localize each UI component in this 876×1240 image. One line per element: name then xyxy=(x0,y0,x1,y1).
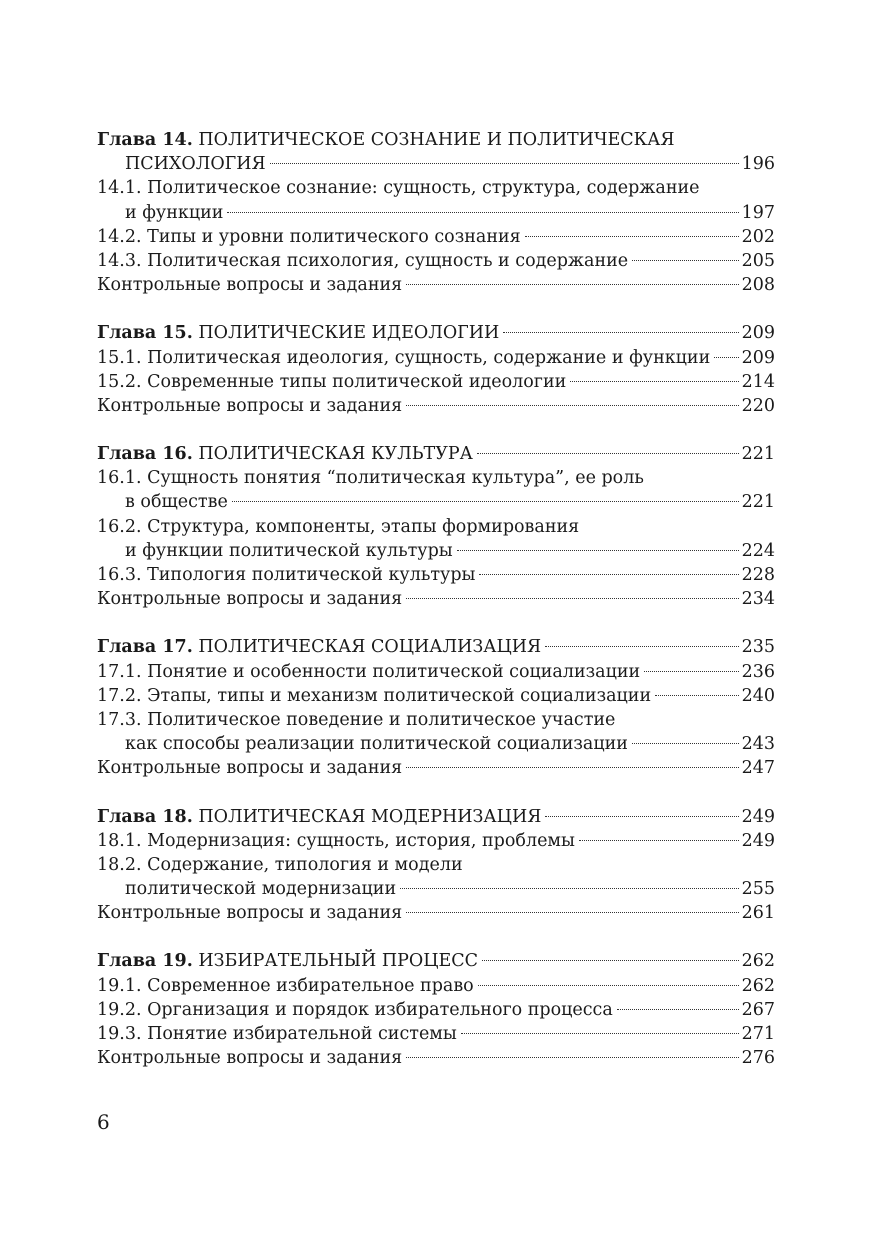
toc-page-number: 236 xyxy=(741,661,775,682)
toc-entry[interactable] xyxy=(97,201,775,225)
chapter-number: Глава 14. xyxy=(97,130,193,150)
toc-entry-text: ПОЛИТИЧЕСКАЯ КУЛЬТУРА xyxy=(192,444,473,465)
toc-entry-title xyxy=(97,635,541,659)
toc-entry-title xyxy=(97,370,566,394)
toc-page-number: 271 xyxy=(741,1024,775,1044)
toc-entry[interactable] xyxy=(97,442,775,466)
toc-entry-text: 16.2. Структура, компоненты, этапы формирования xyxy=(97,516,580,537)
toc-page-number: 240 xyxy=(741,685,775,706)
toc-entry-title xyxy=(97,829,575,853)
toc-entry-text: ПОЛИТИЧЕСКИЕ ИДЕОЛОГИИ xyxy=(192,323,500,344)
toc-entry[interactable] xyxy=(97,635,775,659)
toc-entry-title xyxy=(97,466,644,490)
toc-entry-title xyxy=(125,732,628,756)
toc-page-number: 267 xyxy=(741,999,775,1020)
toc-entry-title xyxy=(97,1046,402,1070)
table-of-contents xyxy=(97,128,775,1094)
toc-entry[interactable] xyxy=(97,225,775,249)
toc-entry-text: и функции xyxy=(125,202,224,223)
toc-entry-title xyxy=(97,321,499,345)
toc-entry-title xyxy=(125,877,396,901)
toc-entry[interactable] xyxy=(97,974,775,998)
chapter-number: Глава 18. xyxy=(97,806,193,827)
toc-entry[interactable] xyxy=(97,805,775,829)
toc-entry[interactable] xyxy=(97,128,775,152)
dot-leader xyxy=(632,260,738,261)
toc-entry[interactable] xyxy=(97,756,775,780)
chapter-number: Глава 17. xyxy=(97,637,193,658)
toc-page-number: 224 xyxy=(741,540,775,561)
toc-entry-text: 19.2. Организация и порядок избирательного процесса xyxy=(97,999,613,1020)
chapter-block xyxy=(97,635,775,780)
toc-entry-title xyxy=(97,949,478,973)
toc-entry-text: 18.1. Модернизация: сущность, история, проблемы xyxy=(97,830,575,851)
toc-entry[interactable] xyxy=(97,394,775,418)
toc-entry-title xyxy=(97,394,402,418)
toc-entry-text: 14.2. Типы и уровни политического сознания xyxy=(97,226,521,247)
toc-entry-text: Контрольные вопросы и задания xyxy=(97,758,403,779)
toc-entry-title xyxy=(97,515,579,539)
toc-entry-title xyxy=(97,660,640,684)
toc-page-number: 247 xyxy=(741,758,775,779)
dot-leader xyxy=(457,550,739,551)
toc-entry[interactable] xyxy=(97,152,775,176)
toc-entry-text: политической модернизации xyxy=(125,879,397,900)
dot-leader xyxy=(479,574,738,575)
dot-leader xyxy=(617,1009,739,1010)
dot-leader xyxy=(545,646,738,647)
dot-leader xyxy=(477,453,739,454)
chapter-block xyxy=(97,805,775,926)
dot-leader xyxy=(232,501,739,502)
toc-entry-title xyxy=(97,974,474,998)
toc-entry-text: 19.3. Понятие избирательной системы xyxy=(97,1024,457,1044)
toc-entry-text: 16.1. Сущность понятия “политическая культура”, ее роль xyxy=(97,468,644,489)
toc-entry-text: 17.1. Понятие и особенности политической социализации xyxy=(97,661,641,682)
dot-leader xyxy=(478,985,739,986)
toc-entry-text: 15.1. Политическая идеология, сущность, содержание и функции xyxy=(97,347,711,368)
toc-entry-title xyxy=(97,176,700,200)
toc-entry-title xyxy=(97,805,541,829)
toc-entry-title xyxy=(125,490,228,514)
toc-entry-title xyxy=(97,563,475,587)
toc-entry[interactable] xyxy=(97,563,775,587)
toc-entry-title xyxy=(97,346,710,370)
dot-leader xyxy=(644,671,738,672)
toc-entry-text: ИЗБИРАТЕЛЬНЫЙ ПРОЦЕСС xyxy=(192,951,479,972)
toc-page-number: 220 xyxy=(741,395,775,416)
dot-leader xyxy=(714,357,738,358)
toc-entry[interactable] xyxy=(97,176,775,200)
toc-entry-title xyxy=(97,901,402,925)
chapter-block xyxy=(97,321,775,418)
page-number: 6 xyxy=(97,1110,110,1134)
toc-entry[interactable] xyxy=(97,877,775,901)
toc-entry-text: и функции политической культуры xyxy=(125,540,453,561)
toc-entry-text: 14.1. Политическое сознание: сущность, структура, содержание xyxy=(97,178,700,199)
dot-leader xyxy=(400,888,738,889)
toc-entry-title xyxy=(97,756,402,780)
toc-entry[interactable] xyxy=(97,370,775,394)
toc-entry-title xyxy=(97,998,613,1022)
toc-entry-title xyxy=(97,684,651,708)
toc-entry-text: 19.1. Современное избирательное право xyxy=(97,975,474,996)
toc-page-number: 262 xyxy=(741,951,775,972)
toc-entry-title xyxy=(97,1022,457,1046)
toc-page-number: 243 xyxy=(741,734,775,755)
dot-leader xyxy=(406,284,738,285)
toc-page-number: 234 xyxy=(741,589,775,610)
toc-page-number: 208 xyxy=(741,275,775,296)
toc-entry-text: ПОЛИТИЧЕСКАЯ СОЦИАЛИЗАЦИЯ xyxy=(192,637,542,658)
toc-page-number: 197 xyxy=(741,202,775,223)
toc-entry[interactable] xyxy=(97,346,775,370)
toc-entry[interactable] xyxy=(97,684,775,708)
dot-leader xyxy=(270,163,739,164)
chapter-block xyxy=(97,128,775,297)
dot-leader xyxy=(406,405,738,406)
dot-leader xyxy=(655,695,738,696)
dot-leader xyxy=(579,840,739,841)
chapter-block xyxy=(97,949,775,1070)
dot-leader xyxy=(406,767,738,768)
toc-entry[interactable] xyxy=(97,587,775,611)
dot-leader xyxy=(632,743,739,744)
toc-entry-title xyxy=(125,539,453,563)
toc-entry-text: 14.3. Политическая психология, сущность и содержание xyxy=(97,250,629,271)
toc-entry-text: ПСИХОЛОГИЯ xyxy=(125,154,266,175)
toc-entry[interactable] xyxy=(97,732,775,756)
toc-page-number: 228 xyxy=(741,565,775,585)
toc-entry[interactable] xyxy=(97,539,775,563)
dot-leader xyxy=(406,598,738,599)
toc-entry-title xyxy=(125,152,266,176)
toc-page-number: 235 xyxy=(741,637,775,658)
dot-leader xyxy=(406,912,738,913)
toc-page-number: 209 xyxy=(741,323,775,344)
toc-page-number: 209 xyxy=(741,347,775,368)
toc-entry[interactable] xyxy=(97,998,775,1022)
dot-leader xyxy=(482,960,739,961)
toc-page-number: 249 xyxy=(741,830,775,851)
toc-page-number: 205 xyxy=(741,250,775,271)
toc-entry[interactable] xyxy=(97,1046,775,1070)
toc-entry-text: ПОЛИТИЧЕСКОЕ СОЗНАНИЕ И ПОЛИТИЧЕСКАЯ xyxy=(192,130,675,150)
toc-entry-text: 17.3. Политическое поведение и политическое участие xyxy=(97,709,616,730)
toc-entry[interactable] xyxy=(97,829,775,853)
toc-entry[interactable] xyxy=(97,708,775,732)
toc-entry[interactable] xyxy=(97,273,775,297)
toc-entry-text: Контрольные вопросы и задания xyxy=(97,275,403,296)
toc-entry[interactable] xyxy=(97,660,775,684)
dot-leader xyxy=(503,332,738,333)
chapter-number: Глава 19. xyxy=(97,951,193,972)
toc-entry-text: 17.2. Этапы, типы и механизм политической социализации xyxy=(97,685,652,706)
toc-entry-title xyxy=(97,225,521,249)
dot-leader xyxy=(545,816,738,817)
chapter-number: Глава 15. xyxy=(97,323,193,344)
toc-entry-title xyxy=(125,201,223,225)
toc-entry[interactable] xyxy=(97,490,775,514)
toc-entry-text: Контрольные вопросы и задания xyxy=(97,903,403,924)
chapter-number: Глава 16. xyxy=(97,444,193,465)
toc-page-number: 196 xyxy=(741,154,775,175)
toc-entry[interactable] xyxy=(97,1022,775,1046)
dot-leader xyxy=(570,381,738,382)
toc-entry[interactable] xyxy=(97,949,775,973)
toc-page-number: 221 xyxy=(741,444,775,465)
toc-entry-text: 16.3. Типология политической культуры xyxy=(97,565,476,585)
toc-entry[interactable] xyxy=(97,901,775,925)
toc-entry-text: 18.2. Содержание, типология и модели xyxy=(97,854,463,875)
toc-entry-text: как способы реализации политической социализации xyxy=(125,734,628,755)
toc-entry-text: Контрольные вопросы и задания xyxy=(97,589,403,610)
toc-entry-title xyxy=(97,128,675,152)
toc-entry[interactable] xyxy=(97,321,775,345)
toc-page-number: 221 xyxy=(741,492,775,513)
dot-leader xyxy=(525,236,739,237)
toc-entry[interactable] xyxy=(97,249,775,273)
toc-page-number: 255 xyxy=(741,879,775,900)
toc-entry[interactable] xyxy=(97,466,775,490)
toc-page-number: 262 xyxy=(741,975,775,996)
toc-entry-title xyxy=(97,249,628,273)
toc-entry[interactable] xyxy=(97,853,775,877)
dot-leader xyxy=(227,212,738,213)
toc-entry-text: Контрольные вопросы и задания xyxy=(97,395,403,416)
toc-entry-text: Контрольные вопросы и задания xyxy=(97,1048,403,1069)
toc-entry-title xyxy=(97,587,402,611)
toc-entry[interactable] xyxy=(97,515,775,539)
toc-page-number: 276 xyxy=(741,1048,775,1069)
toc-entry-title xyxy=(97,442,473,466)
toc-entry-title xyxy=(97,853,463,877)
dot-leader xyxy=(461,1033,739,1034)
toc-entry-text: в обществе xyxy=(125,492,228,513)
toc-page-number: 261 xyxy=(741,903,775,924)
chapter-block xyxy=(97,442,775,611)
toc-entry-title xyxy=(97,273,402,297)
toc-entry-text: ПОЛИТИЧЕСКАЯ МОДЕРНИЗАЦИЯ xyxy=(192,806,542,827)
toc-entry-title xyxy=(97,708,615,732)
toc-page-number: 249 xyxy=(741,806,775,827)
toc-page-number: 202 xyxy=(741,226,775,247)
toc-page-number: 214 xyxy=(741,371,775,392)
dot-leader xyxy=(406,1057,738,1058)
toc-entry-text: 15.2. Современные типы политической идеологии xyxy=(97,371,567,392)
